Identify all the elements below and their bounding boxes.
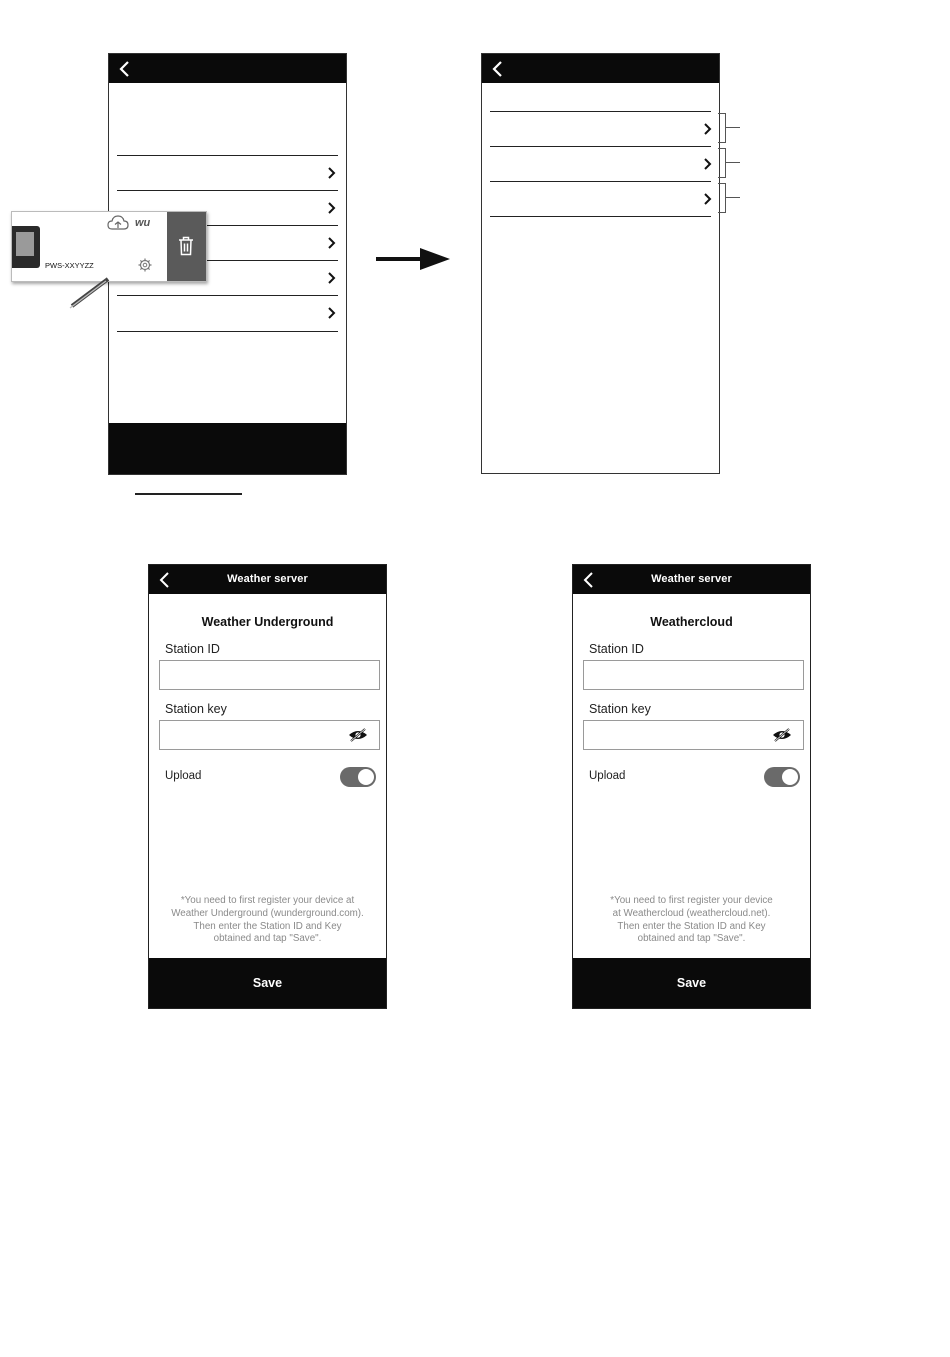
chevron-right-icon [327,272,337,284]
station-id-field[interactable] [159,660,380,690]
right-arrow [374,246,452,272]
header-bar [573,565,810,594]
registration-note [579,895,804,946]
chevron-right-icon [327,167,337,179]
note-line: Weather Underground (wunderground.com). [171,907,364,919]
service-title: Weather Underground [201,615,334,629]
note-line: Then enter the Station ID and Key [617,920,766,932]
trash-icon [178,236,194,256]
station-id-label: Station ID [165,642,220,656]
gear-icon[interactable] [138,258,152,272]
wu-logo: wu [135,217,151,229]
weathercloud-screen [572,564,811,1009]
callout-line-3 [726,197,740,198]
header-bar [482,54,719,83]
station-key-label: Station key [589,702,651,716]
upload-toggle[interactable] [340,767,376,787]
service-title: Weathercloud [650,615,733,629]
device-card[interactable] [11,211,207,282]
server-list-screen [481,53,720,474]
station-id-label: Station ID [589,642,644,656]
list-item-5[interactable] [117,295,338,332]
station-key-label: Station key [165,702,227,716]
cloud-upload-icon [107,215,129,231]
server-item-3[interactable] [490,181,711,217]
note-line: Then enter the Station ID and Key [193,920,342,932]
back-chevron-icon[interactable] [490,60,506,78]
header-bar [149,565,386,594]
note-line: obtained and tap "Save". [637,933,746,945]
chevron-right-icon [703,123,713,135]
chevron-right-icon [703,158,713,170]
note-line: *You need to first register your device at [180,895,355,906]
callout-bracket-1 [718,113,726,143]
back-chevron-icon[interactable] [117,60,133,78]
stylus-pointer [68,276,112,312]
note-line: at Weathercloud (weathercloud.net). [612,907,771,919]
registration-note [155,895,380,946]
chevron-right-icon [703,193,713,205]
save-button[interactable]: Save [149,958,386,1008]
save-button[interactable]: Save [573,958,810,1008]
hide-password-eye-icon[interactable] [772,728,792,742]
list-item-1[interactable] [117,155,338,190]
upload-toggle[interactable] [764,767,800,787]
note-line: *You need to first register your device [610,895,773,906]
chevron-right-icon [327,202,337,214]
header-title: Weather server [651,573,732,585]
chevron-right-icon [327,237,337,249]
server-item-2[interactable] [490,146,711,182]
weather-underground-screen [148,564,387,1009]
callout-line-1 [726,127,740,128]
hide-password-eye-icon[interactable] [348,728,368,742]
delete-panel[interactable] [167,212,206,281]
chevron-right-icon [327,307,337,319]
station-key-field[interactable] [159,720,380,750]
note-line: obtained and tap "Save". [213,933,322,945]
callout-bracket-3 [718,183,726,213]
underline-mark [135,493,242,495]
station-key-field[interactable] [583,720,804,750]
upload-label: Upload [165,770,202,782]
station-id-field[interactable] [583,660,804,690]
upload-label: Upload [589,770,626,782]
bottom-bar [109,423,346,474]
header-bar [109,54,346,83]
header-title: Weather server [227,573,308,585]
weather-station-device-icon [12,226,40,268]
callout-line-2 [726,162,740,163]
callout-bracket-2 [718,148,726,178]
server-item-1[interactable] [490,111,711,146]
toggle-knob [782,769,798,785]
station-name: PWS-XXYYZZ [45,261,94,270]
toggle-knob [358,769,374,785]
